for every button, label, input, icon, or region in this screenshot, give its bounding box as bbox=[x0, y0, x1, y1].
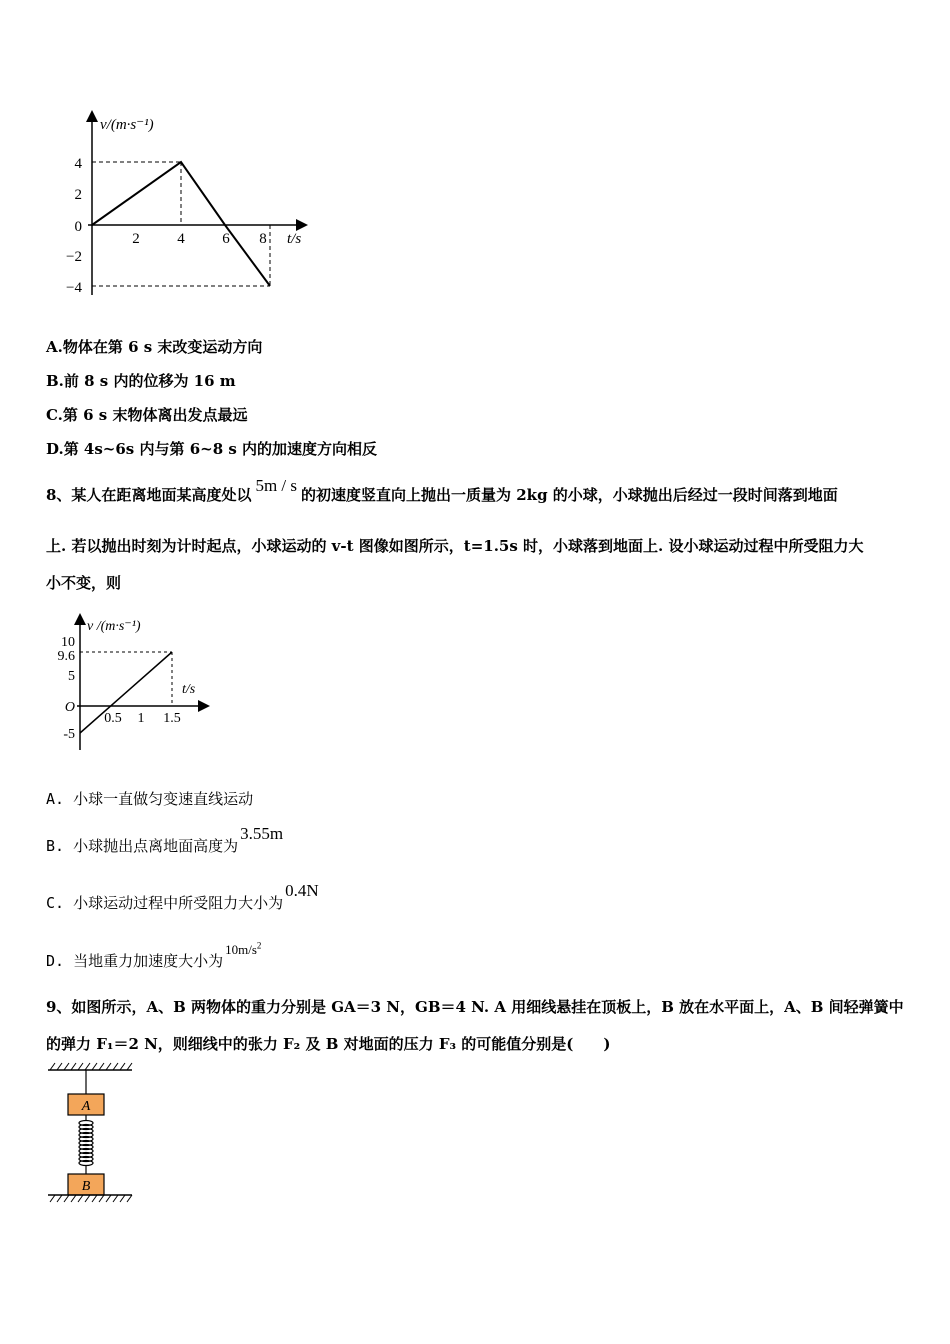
svg-text:1: 1 bbox=[137, 711, 145, 726]
svg-text:5: 5 bbox=[68, 669, 75, 684]
q8-speed: 5m / s bbox=[255, 476, 298, 495]
q8-option-c: C. 小球运动过程中所受阻力大小为0.4N bbox=[46, 881, 319, 912]
vt-graph-2 bbox=[55, 610, 225, 755]
q9-line-1: 9、如图所示，A、B 两物体的重力分别是 GA＝3 N，GB＝4 N. A 用细线悬挂在顶板上，B 放在水平面上，A、B 间轻弹簧中 bbox=[46, 998, 904, 1016]
svg-text:1.5: 1.5 bbox=[163, 711, 181, 726]
svg-text:O: O bbox=[64, 700, 75, 715]
velocity-line bbox=[80, 652, 172, 733]
vt-graph-1 bbox=[60, 105, 320, 305]
svg-text:10: 10 bbox=[61, 635, 75, 650]
x-axis-label: t/s bbox=[287, 231, 302, 247]
q7-option-a: A.物体在第 6 s 末改变运动方向 bbox=[46, 338, 263, 356]
svg-text:6: 6 bbox=[222, 231, 230, 247]
svg-text:-5: -5 bbox=[63, 727, 75, 742]
y-axis-label: v/(m·s⁻¹) bbox=[100, 117, 154, 133]
q9-line-2: 的弹力 F₁＝2 N，则细线中的张力 F₂ 及 B 对地面的压力 F₃ 的可能值分别是( ) bbox=[46, 1035, 611, 1053]
x-axis-label: t/s bbox=[182, 682, 196, 697]
q8-line-3: 小不变，则 bbox=[46, 574, 122, 592]
svg-text:2: 2 bbox=[74, 187, 82, 203]
svg-text:0.5: 0.5 bbox=[104, 711, 122, 726]
svg-text:0: 0 bbox=[74, 219, 82, 235]
q8-option-b: B. 小球抛出点离地面高度为3.55m bbox=[46, 824, 284, 855]
spring bbox=[79, 1115, 93, 1174]
svg-text:9.6: 9.6 bbox=[57, 649, 75, 664]
q8-line-1: 8、某人在距离地面某高度处以 5m / s 的初速度竖直向上抛出一质量为 2kg 的小球，小球抛出后经过一段时间落到地面 bbox=[46, 476, 838, 504]
svg-text:4: 4 bbox=[177, 231, 185, 247]
q7-option-b: B.前 8 s 内的位移为 16 m bbox=[46, 372, 236, 390]
velocity-line bbox=[92, 162, 270, 286]
svg-text:8: 8 bbox=[259, 231, 267, 247]
svg-text:4: 4 bbox=[74, 156, 82, 172]
svg-text:A: A bbox=[81, 1099, 91, 1114]
spring-diagram bbox=[44, 1060, 136, 1210]
q7-option-d: D.第 4s~6s 内与第 6~8 s 内的加速度方向相反 bbox=[46, 440, 378, 458]
q8-option-d: D. 当地重力加速度大小为$10m/s^2$ bbox=[46, 940, 262, 970]
svg-text:2: 2 bbox=[132, 231, 140, 247]
svg-text:−2: −2 bbox=[66, 249, 82, 265]
q8-line-2: 上. 若以抛出时刻为计时起点，小球运动的 v-t 图像如图所示，t=1.5s 时，小球落到地面上. 设小球运动过程中所受阻力大 bbox=[46, 537, 864, 555]
q8-option-a: A. 小球一直做匀变速直线运动 bbox=[46, 790, 254, 808]
y-axis-label: v /(m·s⁻¹) bbox=[87, 619, 141, 634]
svg-text:B: B bbox=[81, 1179, 91, 1194]
svg-text:−4: −4 bbox=[66, 280, 82, 296]
q7-option-c: C.第 6 s 末物体离出发点最远 bbox=[46, 406, 248, 424]
